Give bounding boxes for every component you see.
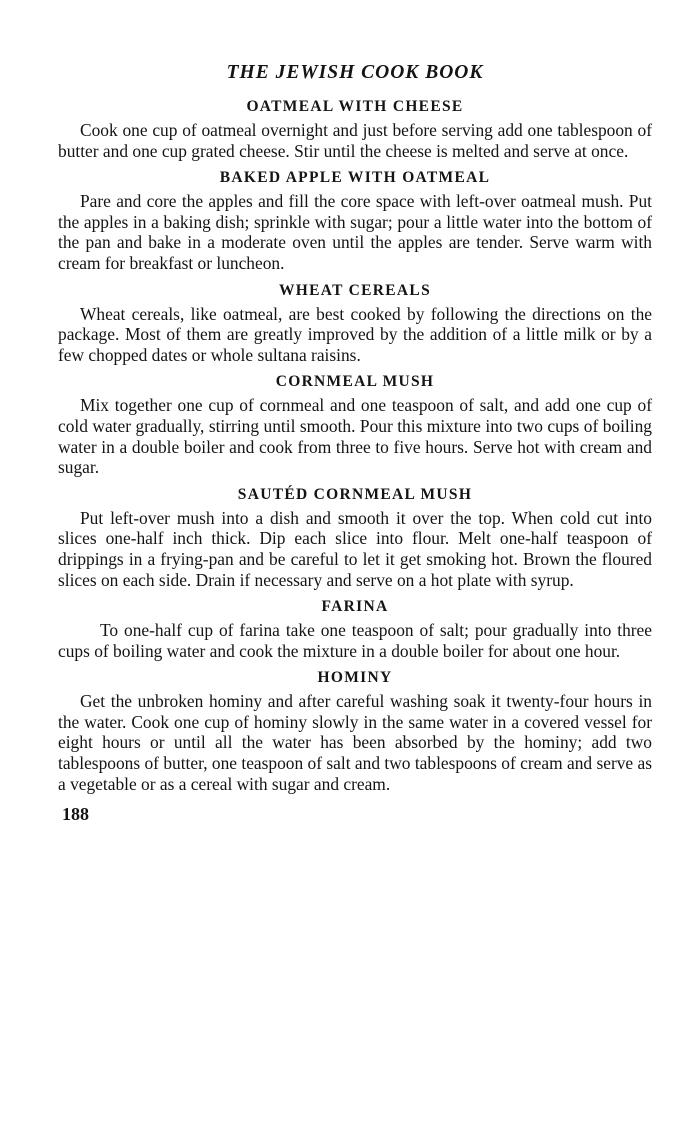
recipe-cornmeal-mush	[58, 369, 652, 477]
recipe-title: OATMEAL WITH CHEESE	[246, 98, 464, 115]
page-number: 188	[62, 804, 89, 825]
recipe-farina	[58, 594, 652, 661]
recipe-sauted-cornmeal-mush	[58, 482, 652, 590]
recipe-body: Put left-over mush into a dish and smooth it over the top. When cold cut into slices one-half inch thick. Dip each slice into flour. Melt one-half teaspoon of drippings in a frying-pan and be careful to let it get smoking hot. Brown the floured slices on each side. Drain if necessary and serve on a hot plate with syrup.	[58, 507, 652, 590]
book-page	[58, 62, 652, 825]
recipe-title: WHEAT CEREALS	[279, 281, 431, 299]
recipe-baked-apple-with-oatmeal	[58, 165, 652, 273]
recipe-title: FARINA	[321, 598, 389, 616]
recipe-body: Mix together one cup of cornmeal and one teaspoon of salt, and add one cup of cold water gradually, stirring until smooth. Pour this mixture into two cups of boiling water in a double boiler and cook from three to five hours. Serve hot with cream and sugar.	[58, 395, 652, 478]
recipe-title: HOMINY	[317, 669, 393, 687]
recipe-body: To one-half cup of farina take one teaspoon of salt; pour gradually into three cups of boiling water and cook the mixture in a double boiler for about one hour.	[58, 620, 652, 661]
recipe-title: CORNMEAL MUSH	[275, 373, 435, 391]
recipe-wheat-cereals	[58, 278, 652, 366]
recipe-body: Cook one cup of oatmeal overnight and just before serving add one tablespoon of butter and one cup grated cheese. Stir until the cheese is melted and serve at once.	[58, 120, 652, 161]
recipe-body: Pare and core the apples and fill the core space with left-over oatmeal mush. Put the apples in a baking dish; sprinkle with sugar; pour a little water into the bottom of the pan and bake in a moderate oven until the apples are tender. Serve warm with cream for breakfast or luncheon.	[58, 191, 652, 273]
recipe-title: SAUTÉD CORNMEAL MUSH	[237, 485, 473, 503]
recipe-hominy	[58, 665, 652, 794]
running-head: THE JEWISH COOK BOOK	[226, 62, 484, 83]
recipe-oatmeal-with-cheese	[58, 94, 652, 161]
recipe-body: Get the unbroken hominy and after careful washing soak it twenty-four hours in the water. Cook one cup of hominy slowly in the same water in a covered vessel for eight hours or until all the water has been absorbed by the hominy; add two tablespoons of butter, one teaspoon of salt and two tablespoons of cream and serve as a vegetable or as a cereal with sugar and cream.	[58, 691, 652, 794]
recipe-body: Wheat cereals, like oatmeal, are best cooked by following the directions on the package. Most of them are greatly improved by the addition of a little milk or by a few chopped dates or whole sultana raisins.	[58, 303, 652, 365]
recipe-title: BAKED APPLE WITH OATMEAL	[219, 169, 491, 187]
